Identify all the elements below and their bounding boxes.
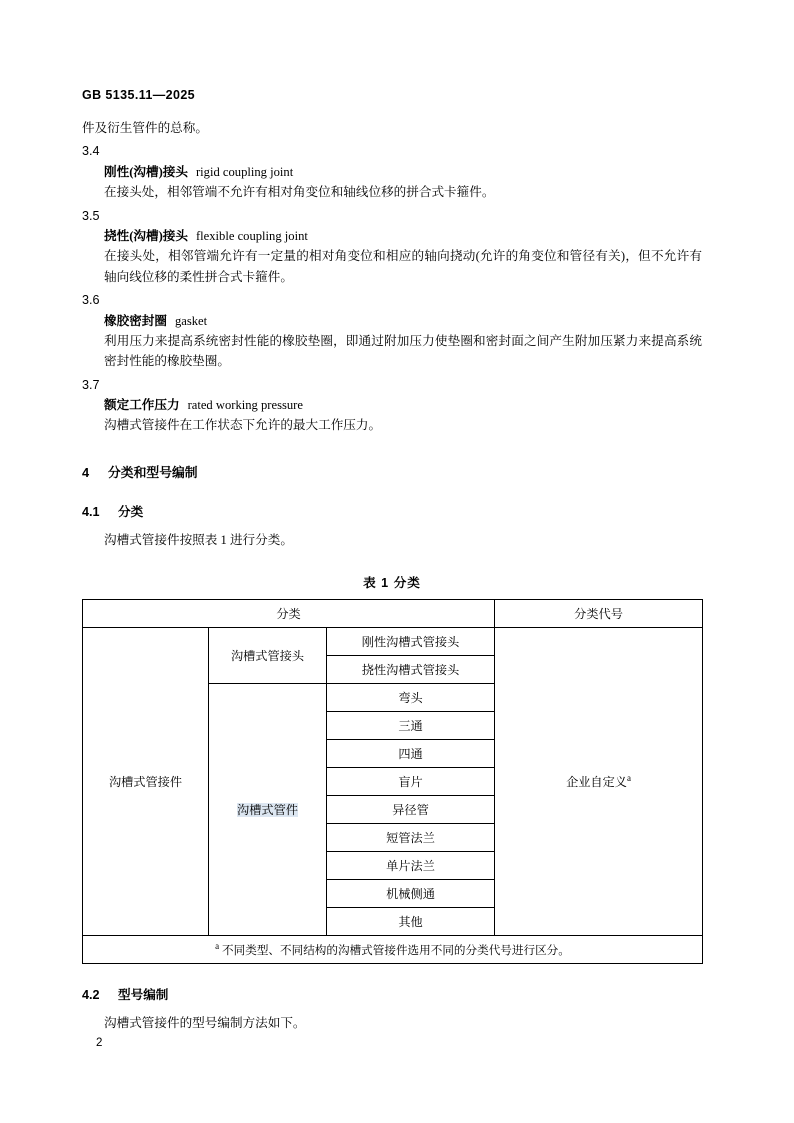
term-definition-3-5: 在接头处，相邻管端允许有一定量的相对角变位和相应的轴向挠动(允许的角变位和管径有关)，但不允许有轴向线位移的柔性拼合式卡箍件。 [104,249,702,284]
table-note-row [83,936,703,964]
term-en-3-5: flexible coupling joint [195,228,308,243]
table-cell-category-root: 沟槽式管接件 [83,628,209,936]
clause-number-3-6: 3.6 [82,293,100,308]
table-caption: 表 1 分类 [363,576,421,591]
term-en-3-7: rated working pressure [187,398,303,413]
table-cell-group-fitting [209,684,327,936]
code-value-footnote-marker: a [627,773,631,784]
code-value-text: 企业自定义 [566,775,627,790]
section-heading-4-2 [82,984,702,1003]
term-definition-3-7: 沟槽式管接件在工作状态下允许的最大工作压力。 [104,418,382,433]
group-fitting-label: 沟槽式管件 [237,803,298,818]
page-number: 2 [96,1037,103,1049]
table-footnote [83,936,703,964]
term-heading-3-7 [82,395,702,415]
section-heading-4 [82,462,702,481]
section-title-4-2: 型号编制 [118,988,169,1003]
term-heading-3-4 [82,162,702,182]
section-heading-4-1 [82,501,702,520]
table-cell-item: 短管法兰 [327,824,495,852]
term-definition-3-6: 利用压力来提高系统密封性能的橡胶垫圈，即通过附加压力使垫圈和密封面之间产生附加压紧力来提高系统密封性能的橡胶垫圈。 [104,333,702,369]
table-cell-item: 机械侧通 [327,880,495,908]
section-number-4: 4 [82,464,90,480]
model-coding-lead-text: 沟槽式管接件的型号编制方法如下。 [104,1016,306,1031]
term-heading-3-6 [82,311,702,331]
section-number-4-1: 4.1 [82,504,100,519]
term-cn-3-5: 挠性(沟槽)接头 [104,228,188,243]
page-content [82,88,702,1034]
table-cell-item: 异径管 [327,796,495,824]
table-cell-item: 刚性沟槽式管接头 [327,628,495,656]
term-en-3-4: rigid coupling joint [195,164,294,179]
table-cell-code-value [495,628,703,936]
table-cell-item: 单片法兰 [327,852,495,880]
table-row [83,628,703,656]
classification-lead-text: 沟槽式管接件按照表 1 进行分类。 [104,532,293,547]
table-cell-item: 挠性沟槽式管接头 [327,656,495,684]
clause-number-3-7: 3.7 [82,377,100,392]
table-cell-item: 其他 [327,908,495,936]
table-cell-group-joint: 沟槽式管接头 [209,628,327,684]
term-definition-3-4: 在接头处，相邻管端不允许有相对角变位和轴线位移的拼合式卡箍件。 [104,185,495,200]
term-cn-3-6: 橡胶密封圈 [104,313,167,328]
standard-header: GB 5135.11—2025 [82,88,196,102]
table-header-classification: 分类 [83,600,495,628]
classification-table [82,599,703,964]
table-cell-item: 盲片 [327,768,495,796]
table-cell-item: 三通 [327,712,495,740]
footnote-text: 不同类型、不同结构的沟槽式管接件选用不同的分类代号进行区分。 [222,944,570,958]
clause-number-3-5: 3.5 [82,208,100,223]
table-header-row [83,600,703,628]
table-cell-item: 四通 [327,740,495,768]
term-heading-3-5 [82,226,702,246]
section-title-4: 分类和型号编制 [108,464,198,480]
term-cn-3-4: 刚性(沟槽)接头 [104,164,188,179]
footnote-marker: a [215,941,220,952]
clause-number-3-4: 3.4 [82,144,100,159]
term-cn-3-7: 额定工作压力 [104,398,180,413]
section-number-4-2: 4.2 [82,988,100,1003]
continued-paragraph: 件及衍生管件的总称。 [82,121,208,135]
table-cell-item: 弯头 [327,684,495,712]
term-en-3-6: gasket [174,313,208,328]
section-title-4-1: 分类 [118,504,144,519]
table-header-code: 分类代号 [495,600,703,628]
